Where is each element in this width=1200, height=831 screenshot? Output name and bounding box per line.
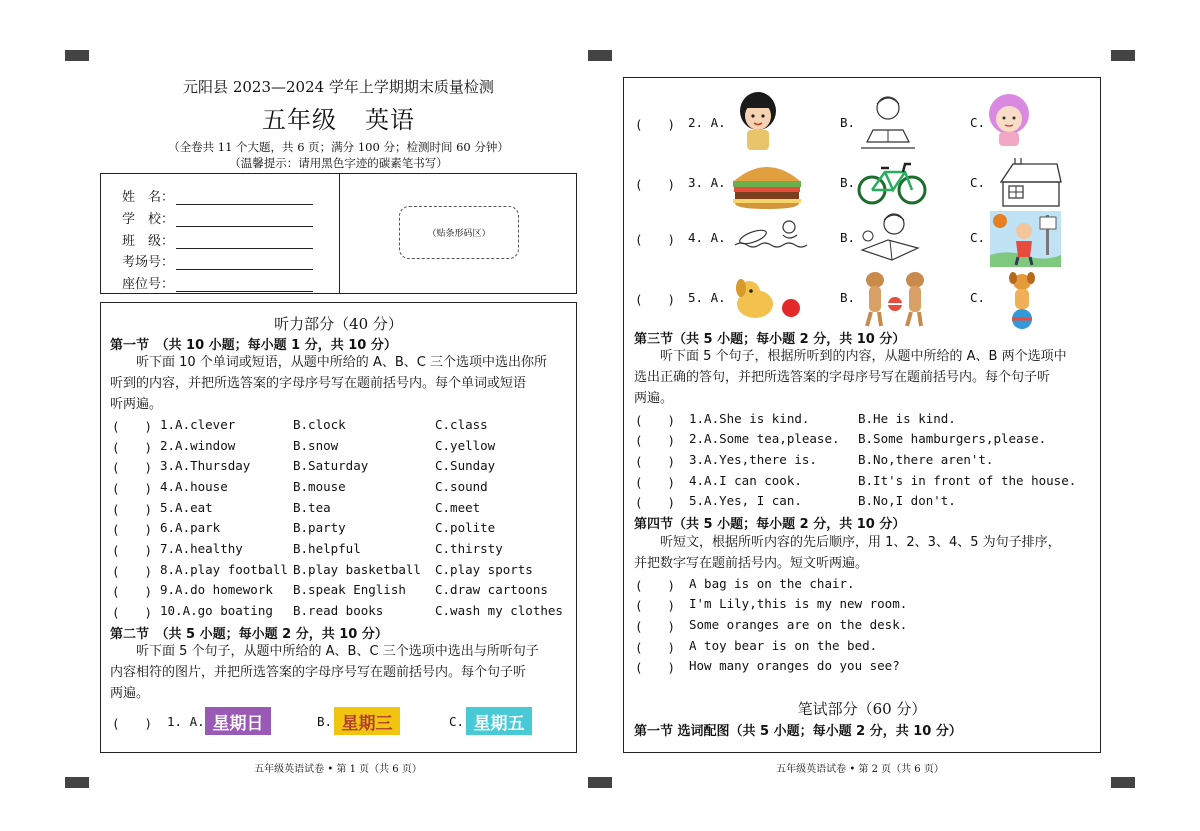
answer-bracket[interactable]: ( ) (112, 543, 153, 558)
swimming-icon (733, 215, 809, 259)
registration-mark (1111, 777, 1135, 788)
answer-bracket[interactable]: ( ) (635, 433, 676, 448)
answer-bracket[interactable]: ( ) (112, 584, 153, 599)
basketball-icon (990, 211, 1061, 267)
answer-bracket[interactable]: ( ) (635, 454, 676, 469)
exam-note: （全卷共 11 个大题，共 6 页；满分 100 分；检测时间 60 分钟） (168, 140, 509, 154)
exam-tip: （温馨提示：请用黑色字迹的碳素笔书写） (229, 156, 448, 170)
school-field[interactable]: 学 校： (122, 208, 313, 227)
seat-number-field[interactable]: 座位号： (122, 273, 313, 292)
answer-bracket[interactable]: ( ) (635, 598, 676, 613)
answer-bracket[interactable]: ( ) (635, 660, 676, 675)
friday-badge: 星期五 (466, 707, 532, 735)
grade-label: 五年级 (262, 106, 337, 134)
answer-bracket[interactable]: ( ) (112, 522, 153, 537)
answer-bracket[interactable]: ( ) (112, 564, 153, 579)
section-1-title: 第一节 （共 10 小题；每小题 1 分，共 10 分） (110, 338, 397, 353)
answer-bracket[interactable]: ( ) (635, 177, 676, 192)
subject-label: 英语 (365, 106, 415, 134)
dog-ball-icon (733, 276, 805, 322)
answer-bracket[interactable]: ( ) (635, 117, 676, 132)
registration-mark (1111, 50, 1135, 61)
exam-title: 元阳县 2023—2024 学年上学期期末质量检测 (183, 78, 494, 96)
exam-room-field[interactable]: 考场号： (122, 251, 313, 270)
girl-icon (735, 89, 781, 151)
answer-bracket[interactable]: ( ) (112, 716, 153, 731)
house-icon (995, 158, 1063, 208)
two-dogs-icon (857, 268, 933, 330)
registration-mark (65, 777, 89, 788)
page-footer-right: 五年级英语试卷 • 第 2 页（共 6 页） (776, 764, 944, 775)
listening-heading: 听力部分（40 分） (274, 315, 403, 333)
bicycle-icon (857, 158, 927, 206)
answer-bracket[interactable]: ( ) (112, 440, 153, 455)
answer-bracket[interactable]: ( ) (112, 605, 153, 620)
pink-girl-icon (985, 92, 1033, 147)
name-field[interactable]: 姓 名： (122, 186, 313, 205)
section-3-instr: 听下面 5 个句子，根据所听到的内容，从题中所给的 A、B 两个选项中 选出正确的答句，并把所选答案的字母序号写在题前括号内。每个句子听 两遍。 (634, 349, 1067, 406)
registration-mark (588, 777, 612, 788)
barcode-area: （贴条形码区） (399, 206, 519, 259)
section-3-title: 第三节（共 5 小题；每小题 2 分，共 10 分） (634, 332, 906, 347)
section-2-instr: 听下面 5 个句子，从题中所给的 A、B、C 三个选项中选出与所听句子 内容相符的图片，并把所选答案的字母序号写在题前括号内。每个句子听 两遍。 (110, 644, 539, 701)
writing-heading: 笔试部分（60 分） (797, 700, 927, 718)
hamburger-icon (730, 159, 804, 211)
info-divider (339, 174, 340, 293)
answer-bracket[interactable]: ( ) (112, 460, 153, 475)
answer-bracket[interactable]: ( ) (635, 640, 676, 655)
class-field[interactable]: 班 级： (122, 230, 313, 249)
answer-bracket[interactable]: ( ) (635, 232, 676, 247)
registration-mark (588, 50, 612, 61)
reading-girl-icon (857, 90, 919, 152)
answer-bracket[interactable]: ( ) (112, 502, 153, 517)
answer-bracket[interactable]: ( ) (635, 292, 676, 307)
student-info-box (100, 173, 577, 294)
page-footer-left: 五年级英语试卷 • 第 1 页（共 6 页） (254, 764, 422, 775)
answer-bracket[interactable]: ( ) (112, 419, 153, 434)
answer-bracket[interactable]: ( ) (635, 619, 676, 634)
writing-section-1-title: 第一节 选词配图（共 5 小题；每小题 2 分，共 10 分） (634, 724, 962, 739)
answer-bracket[interactable]: ( ) (635, 578, 676, 593)
answer-bracket[interactable]: ( ) (112, 481, 153, 496)
wednesday-badge: 星期三 (334, 707, 400, 735)
section-4-title: 第四节（共 5 小题；每小题 2 分，共 10 分） (634, 517, 906, 532)
answer-bracket[interactable]: ( ) (635, 495, 676, 510)
section-1-instr: 听下面 10 个单词或短语，从题中所给的 A、B、C 三个选项中选出你所 听到的内容，并把所选答案的字母序号写在题前括号内。每个单词或短语 听两遍。 (110, 355, 547, 412)
dog-on-ball-icon (1003, 272, 1041, 330)
sunday-badge: 星期日 (205, 707, 271, 735)
answer-bracket[interactable]: ( ) (635, 413, 676, 428)
section-2-title: 第二节 （共 5 小题；每小题 2 分，共 10 分） (110, 627, 388, 642)
section-4-instr: 听短文，根据所听内容的先后顺序，用 1、2、3、4、5 为句子排序， 并把数字写在题前括号内。短文听两遍。 (634, 535, 1061, 571)
exam-subtitle (100, 100, 577, 135)
answer-bracket[interactable]: ( ) (635, 475, 676, 490)
registration-mark (65, 50, 89, 61)
homework-icon (858, 210, 922, 262)
